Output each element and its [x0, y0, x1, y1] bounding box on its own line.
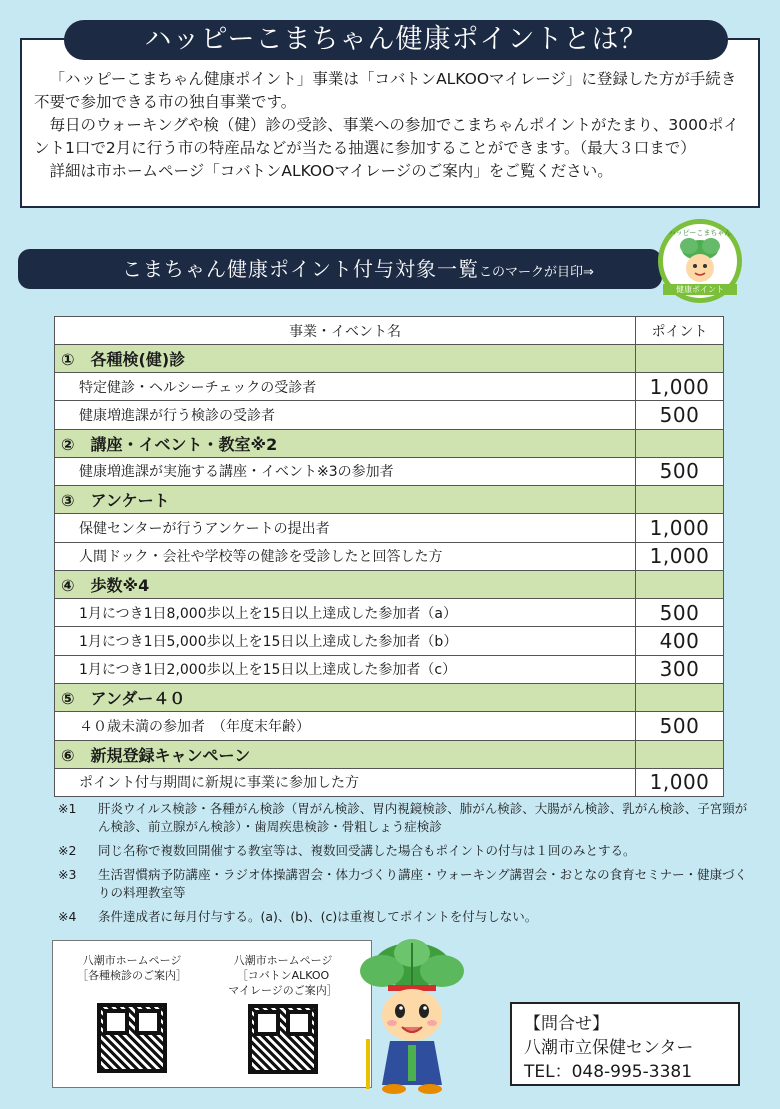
qr-panel: [52, 940, 372, 1088]
category-label: ⑥ 新規登録キャンペーン: [55, 740, 636, 768]
table-row: [55, 457, 724, 485]
category-row: [55, 345, 724, 373]
qr-code-icon[interactable]: [248, 1004, 318, 1074]
footnote-text: 生活習慣病予防講座・ラジオ体操講習会・体力づくり講座・ウォーキング講習会・おとなの食育セミナー・健康づくりの料理教室等: [98, 867, 748, 900]
contact-org: 八潮市立保健センター: [524, 1038, 694, 1058]
footnotes: [58, 800, 758, 932]
header-points: ポイント: [636, 317, 724, 345]
category-label: ⑤ アンダー４０: [55, 684, 636, 712]
header-name: 事業・イベント名: [55, 317, 636, 345]
footnote-text: 同じ名称で複数回開催する教室等は、複数回受講した場合もポイントの付与は１回のみとする。: [98, 843, 636, 858]
table-row: [55, 598, 724, 626]
item-points: 500: [636, 712, 724, 740]
qr-code-icon[interactable]: [97, 1003, 167, 1073]
item-points: 500: [636, 401, 724, 429]
item-points: 500: [636, 457, 724, 485]
category-label: ① 各種検(健)診: [55, 345, 636, 373]
item-points: 1,000: [636, 373, 724, 401]
page-title: ハッピーこまちゃん健康ポイントとは？: [64, 20, 728, 60]
qr-caption-line: 八潮市ホームページ: [82, 954, 182, 967]
category-row: [55, 570, 724, 598]
mascot-badge-icon: [658, 219, 742, 303]
qr-caption-line: ［コバトンALKOO: [236, 969, 330, 982]
contact-tel[interactable]: TEL：048-995-3381: [524, 1062, 693, 1082]
category-row: [55, 429, 724, 457]
intro-paragraph-1: 「ハッピーこまちゃん健康ポイント」事業は「コバトンALKOOマイレージ」に登録した方が手続き不要で参加できる市の独自事業です。: [34, 70, 737, 111]
intro-text: [34, 68, 750, 183]
table-row: [55, 373, 724, 401]
footnote: [58, 866, 758, 902]
qr-caption-line: 八潮市ホームページ: [233, 954, 333, 967]
footnote-text: 条件達成者に毎月付与する。(a)、(b)、(c)は重複してポイントを付与しない。: [98, 909, 538, 924]
table-header-row: [55, 317, 724, 345]
item-name: 特定健診・ヘルシーチェックの受診者: [55, 373, 636, 401]
item-name: 保健センターが行うアンケートの提出者: [55, 514, 636, 542]
table-row: [55, 514, 724, 542]
footnote: [58, 800, 758, 836]
footnote-mark: ※4: [58, 909, 77, 924]
item-points: 1,000: [636, 514, 724, 542]
intro-paragraph-3: 詳細は市ホームページ「コバトンALKOOマイレージのご案内」をご覧ください。: [49, 162, 613, 180]
item-name: 健康増進課が実施する講座・イベント※3の参加者: [55, 457, 636, 485]
footnote-text: 肝炎ウイルス検診・各種がん検診（胃がん検診、胃内視鏡検診、肺がん検診、大腸がん検診、乳がん検診、子宮頸がん検診、前立腺がん検診）・歯周疾患検診・骨粗しょう症検診: [98, 801, 748, 834]
footnote-mark: ※3: [58, 867, 77, 882]
item-points: 300: [636, 655, 724, 683]
item-name: 1月につき1日2,000歩以上を15日以上達成した参加者（c）: [55, 655, 636, 683]
category-label: ④ 歩数※4: [55, 570, 636, 598]
category-label: ② 講座・イベント・教室※2: [55, 429, 636, 457]
item-points: 1,000: [636, 542, 724, 570]
footnote-mark: ※2: [58, 843, 77, 858]
contact-box: [510, 1002, 740, 1086]
category-label: ③ アンケート: [55, 486, 636, 514]
item-name: 人間ドック・会社や学校等の健診を受診したと回答した方: [55, 542, 636, 570]
qr-block-alkoo: [213, 953, 353, 1074]
table-row: [55, 542, 724, 570]
category-row: [55, 684, 724, 712]
footnote: [58, 842, 758, 860]
table-row: [55, 768, 724, 796]
category-row: [55, 740, 724, 768]
points-table: [54, 316, 724, 797]
qr-caption-line: ［各種検診のご案内］: [77, 969, 187, 982]
footnote-mark: ※1: [58, 801, 77, 816]
mascot-illustration-icon: [352, 935, 472, 1095]
item-name: 1月につき1日5,000歩以上を15日以上達成した参加者（b）: [55, 627, 636, 655]
section-title: こまちゃん健康ポイント付与対象一覧: [122, 257, 479, 281]
table-row: [55, 655, 724, 683]
table-row: [55, 712, 724, 740]
item-name: ４０歳未満の参加者 （年度末年齢）: [55, 712, 636, 740]
badge-bottom-text: 健康ポイント: [663, 284, 737, 295]
mark-note: このマークが目印⇒: [479, 265, 594, 280]
section-header: [18, 249, 662, 289]
item-name: 1月につき1日8,000歩以上を15日以上達成した参加者（a）: [55, 598, 636, 626]
item-points: 400: [636, 627, 724, 655]
item-points: 500: [636, 598, 724, 626]
item-name: ポイント付与期間に新規に事業に参加した方: [55, 768, 636, 796]
footnote: [58, 908, 758, 926]
intro-paragraph-2: 毎日のウォーキングや検（健）診の受診、事業への参加でこまちゃんポイントがたまり、3000ポイント1口で2月に行う市の特産品などが当たる抽選に参加することができます。（最大３口まで）: [34, 116, 739, 157]
qr-block-checkups: [67, 953, 197, 1073]
badge-top-text: ハッピーこまちゃん: [668, 229, 732, 237]
table-row: [55, 401, 724, 429]
item-points: 1,000: [636, 768, 724, 796]
table-row: [55, 627, 724, 655]
qr-caption-line: マイレージのご案内］: [228, 984, 338, 997]
contact-heading: 【問合せ】: [524, 1014, 609, 1034]
category-row: [55, 486, 724, 514]
item-name: 健康増進課が行う検診の受診者: [55, 401, 636, 429]
